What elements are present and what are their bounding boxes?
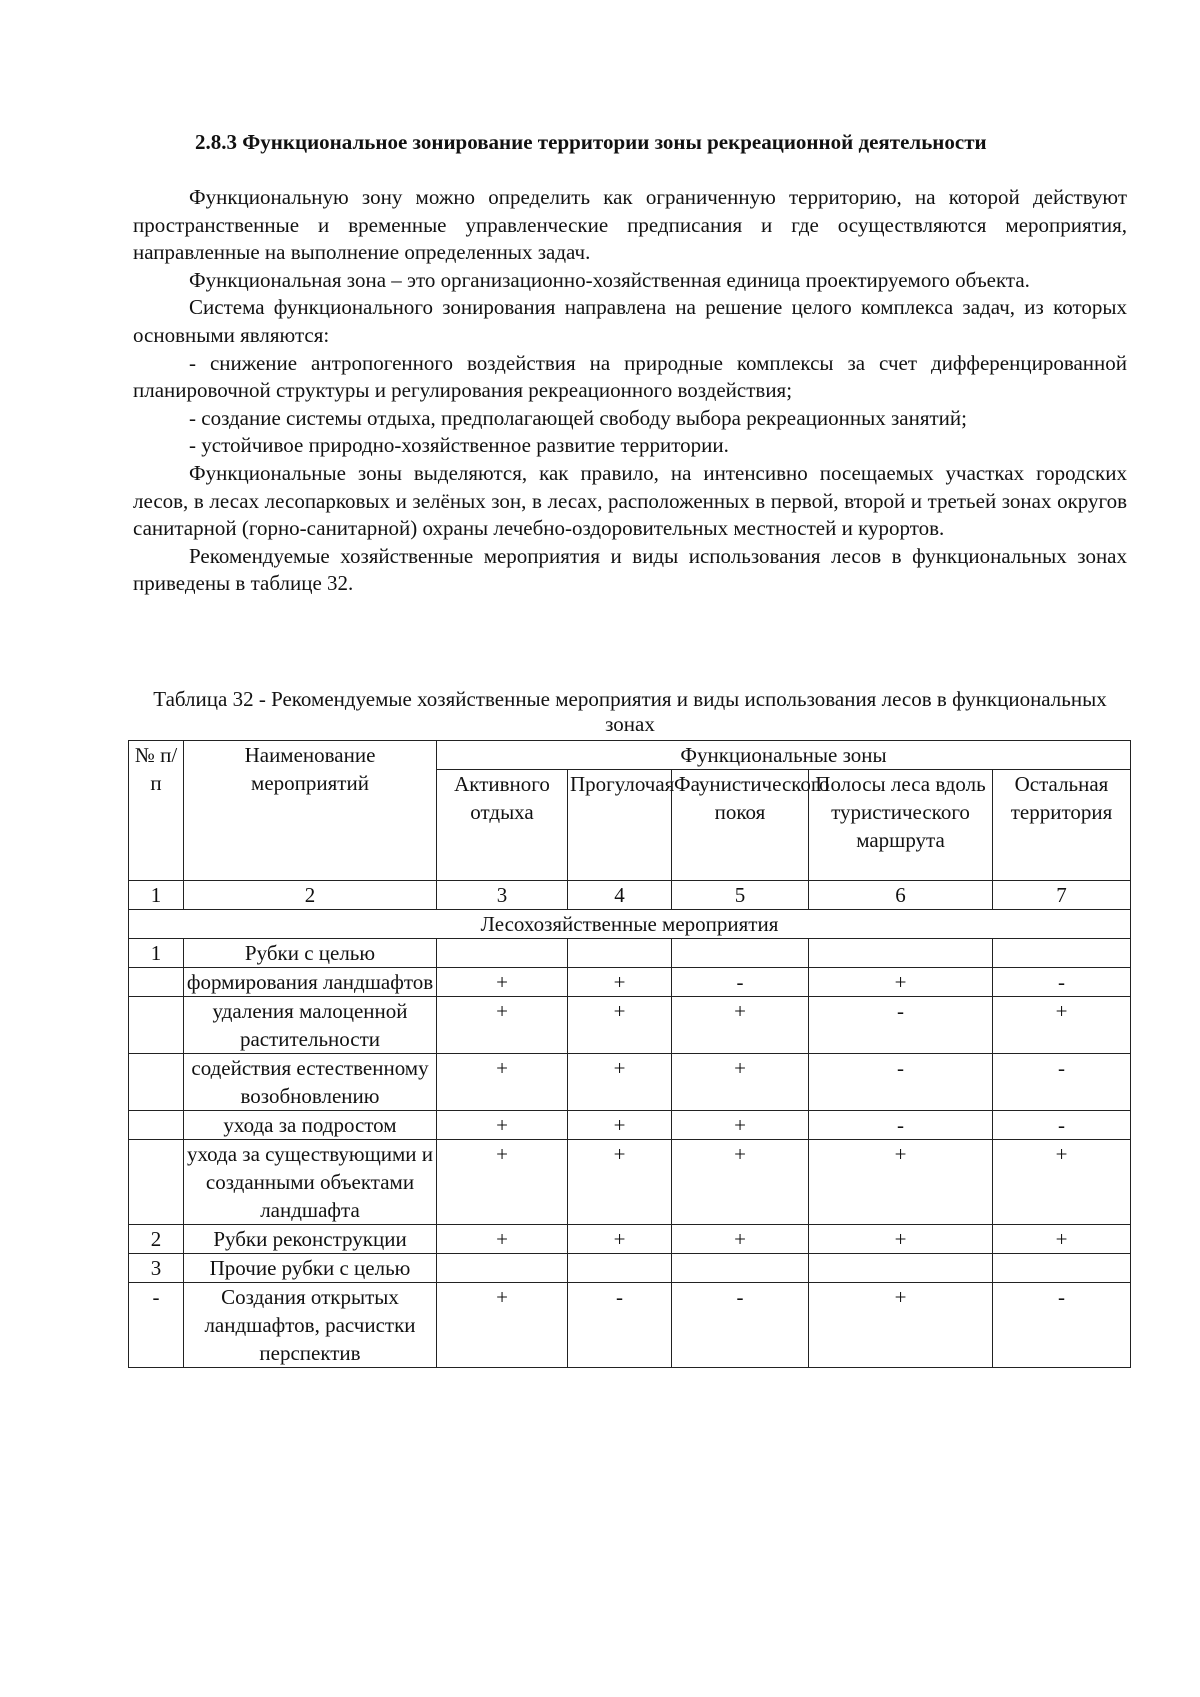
row-measure-name: Прочие рубки с целью xyxy=(184,1254,437,1283)
zone-mark: + xyxy=(437,968,568,997)
paragraph: Функциональную зону можно определить как ограниченную территорию, на которой действуют пространственные и временные управленческие предписания и где осуществляются мероприятия, направленные на выполнение определенных задач. xyxy=(133,185,1127,265)
paragraph: - устойчивое природно-хозяйственное развитие территории. xyxy=(189,433,729,458)
body-text xyxy=(133,184,1127,598)
zone-mark: + xyxy=(568,1140,672,1225)
col-header-zone: Активного отдыха xyxy=(437,770,568,881)
table-row xyxy=(129,1111,1131,1140)
zone-mark xyxy=(993,939,1131,968)
zone-mark: + xyxy=(993,1225,1131,1254)
column-number: 4 xyxy=(568,881,672,910)
zone-mark: + xyxy=(437,997,568,1054)
column-number: 1 xyxy=(129,881,184,910)
zone-mark xyxy=(809,1254,993,1283)
table-row xyxy=(129,1225,1131,1254)
row-measure-name: ухода за подростом xyxy=(184,1111,437,1140)
col-header-num: № п/п xyxy=(129,741,184,881)
row-number: - xyxy=(129,1283,184,1368)
column-number: 2 xyxy=(184,881,437,910)
col-header-zone: Фаунистического покоя xyxy=(672,770,809,881)
row-measure-name: Рубки реконструкции xyxy=(184,1225,437,1254)
zone-mark: - xyxy=(672,1283,809,1368)
table-row xyxy=(129,997,1131,1054)
paragraph: - снижение антропогенного воздействия на природные комплексы за счет дифференцированной планировочной структуры и регулирования рекреационного воздействия; xyxy=(133,350,1127,403)
row-number xyxy=(129,1054,184,1111)
header-row xyxy=(129,741,1131,770)
table-caption: Таблица 32 - Рекомендуемые хозяйственные мероприятия и виды использования лесов в функциональных зонах xyxy=(153,687,1107,736)
paragraph: Функциональные зоны выделяются, как правило, на интенсивно посещаемых участках городских лесов, в лесах лесопарковых и зелёных зон, в лесах, расположенных в первой, второй и третьей зонах округов санитарной (горно-санитарной) охраны лечебно-оздоровительных местностей и курортов. xyxy=(133,460,1127,541)
row-number: 2 xyxy=(129,1225,184,1254)
zone-mark: - xyxy=(672,968,809,997)
zone-mark: + xyxy=(809,1225,993,1254)
paragraph: - создание системы отдыха, предполагающей свободу выбора рекреационных занятий; xyxy=(189,405,967,430)
row-number xyxy=(129,997,184,1054)
table-row xyxy=(129,1254,1131,1283)
section-title: Лесохозяйственные мероприятия xyxy=(129,910,1131,939)
column-number-row xyxy=(129,881,1131,910)
zone-mark xyxy=(672,939,809,968)
section-row xyxy=(129,910,1131,939)
table-row xyxy=(129,968,1131,997)
zone-mark: + xyxy=(672,1111,809,1140)
column-number: 3 xyxy=(437,881,568,910)
table-row xyxy=(129,939,1131,968)
row-measure-name: Рубки с целью xyxy=(184,939,437,968)
row-number xyxy=(129,968,184,997)
zone-mark: + xyxy=(568,997,672,1054)
zone-mark: + xyxy=(437,1140,568,1225)
zone-mark xyxy=(568,1254,672,1283)
col-header-zone: Прогулочая xyxy=(568,770,672,881)
table-row xyxy=(129,1054,1131,1111)
section-heading: 2.8.3 Функциональное зонирование территории зоны рекреационной деятельности xyxy=(195,130,987,154)
zone-mark: + xyxy=(437,1283,568,1368)
zone-mark: + xyxy=(993,997,1131,1054)
col-header-zone: Полосы леса вдоль туристического маршрута xyxy=(809,770,993,881)
zone-mark: - xyxy=(568,1283,672,1368)
zone-mark: - xyxy=(809,1111,993,1140)
zone-mark: + xyxy=(568,1225,672,1254)
zone-mark: + xyxy=(568,1054,672,1111)
zone-mark xyxy=(437,1254,568,1283)
row-number: 3 xyxy=(129,1254,184,1283)
zone-mark: + xyxy=(672,1225,809,1254)
zone-mark: - xyxy=(993,1054,1131,1111)
zone-mark: + xyxy=(437,1225,568,1254)
column-number: 6 xyxy=(809,881,993,910)
row-number xyxy=(129,1111,184,1140)
zone-mark: - xyxy=(809,997,993,1054)
zone-mark xyxy=(809,939,993,968)
row-measure-name: ухода за существующими и созданными объектами ландшафта xyxy=(184,1140,437,1225)
zone-mark xyxy=(568,939,672,968)
column-number: 5 xyxy=(672,881,809,910)
zone-mark xyxy=(993,1254,1131,1283)
zone-mark: - xyxy=(993,1111,1131,1140)
column-number: 7 xyxy=(993,881,1131,910)
col-header-zones: Функциональные зоны xyxy=(437,741,1131,770)
paragraph: Рекомендуемые хозяйственные мероприятия и виды использования лесов в функциональных зонах приведены в таблице 32. xyxy=(133,543,1127,596)
zone-mark: + xyxy=(672,997,809,1054)
measures-table xyxy=(128,740,1131,1368)
row-measure-name: Создания открытых ландшафтов, расчистки перспектив xyxy=(184,1283,437,1368)
zone-mark: - xyxy=(993,968,1131,997)
zone-mark: + xyxy=(568,1111,672,1140)
row-number xyxy=(129,1140,184,1225)
zone-mark: - xyxy=(993,1283,1131,1368)
zone-mark: + xyxy=(437,1111,568,1140)
table-row xyxy=(129,1140,1131,1225)
zone-mark: + xyxy=(809,1140,993,1225)
row-number: 1 xyxy=(129,939,184,968)
zone-mark xyxy=(437,939,568,968)
zone-mark: + xyxy=(993,1140,1131,1225)
table-row xyxy=(129,1283,1131,1368)
col-header-name: Наименование мероприятий xyxy=(184,741,437,881)
col-header-zone: Остальная территория xyxy=(993,770,1131,881)
zone-mark: - xyxy=(809,1054,993,1111)
zone-mark: + xyxy=(809,1283,993,1368)
row-measure-name: содействия естественному возобновлению xyxy=(184,1054,437,1111)
paragraph: Система функционального зонирования направлена на решение целого комплекса задач, из которых основными являются: xyxy=(133,295,1127,347)
zone-mark: + xyxy=(672,1140,809,1225)
zone-mark: + xyxy=(809,968,993,997)
zone-mark: + xyxy=(672,1054,809,1111)
zone-mark: + xyxy=(437,1054,568,1111)
paragraph: Функциональная зона – это организационно-хозяйственная единица проектируемого объекта. xyxy=(189,267,1030,292)
zone-mark xyxy=(672,1254,809,1283)
row-measure-name: формирования ландшафтов xyxy=(184,968,437,997)
row-measure-name: удаления малоценной растительности xyxy=(184,997,437,1054)
zone-mark: + xyxy=(568,968,672,997)
